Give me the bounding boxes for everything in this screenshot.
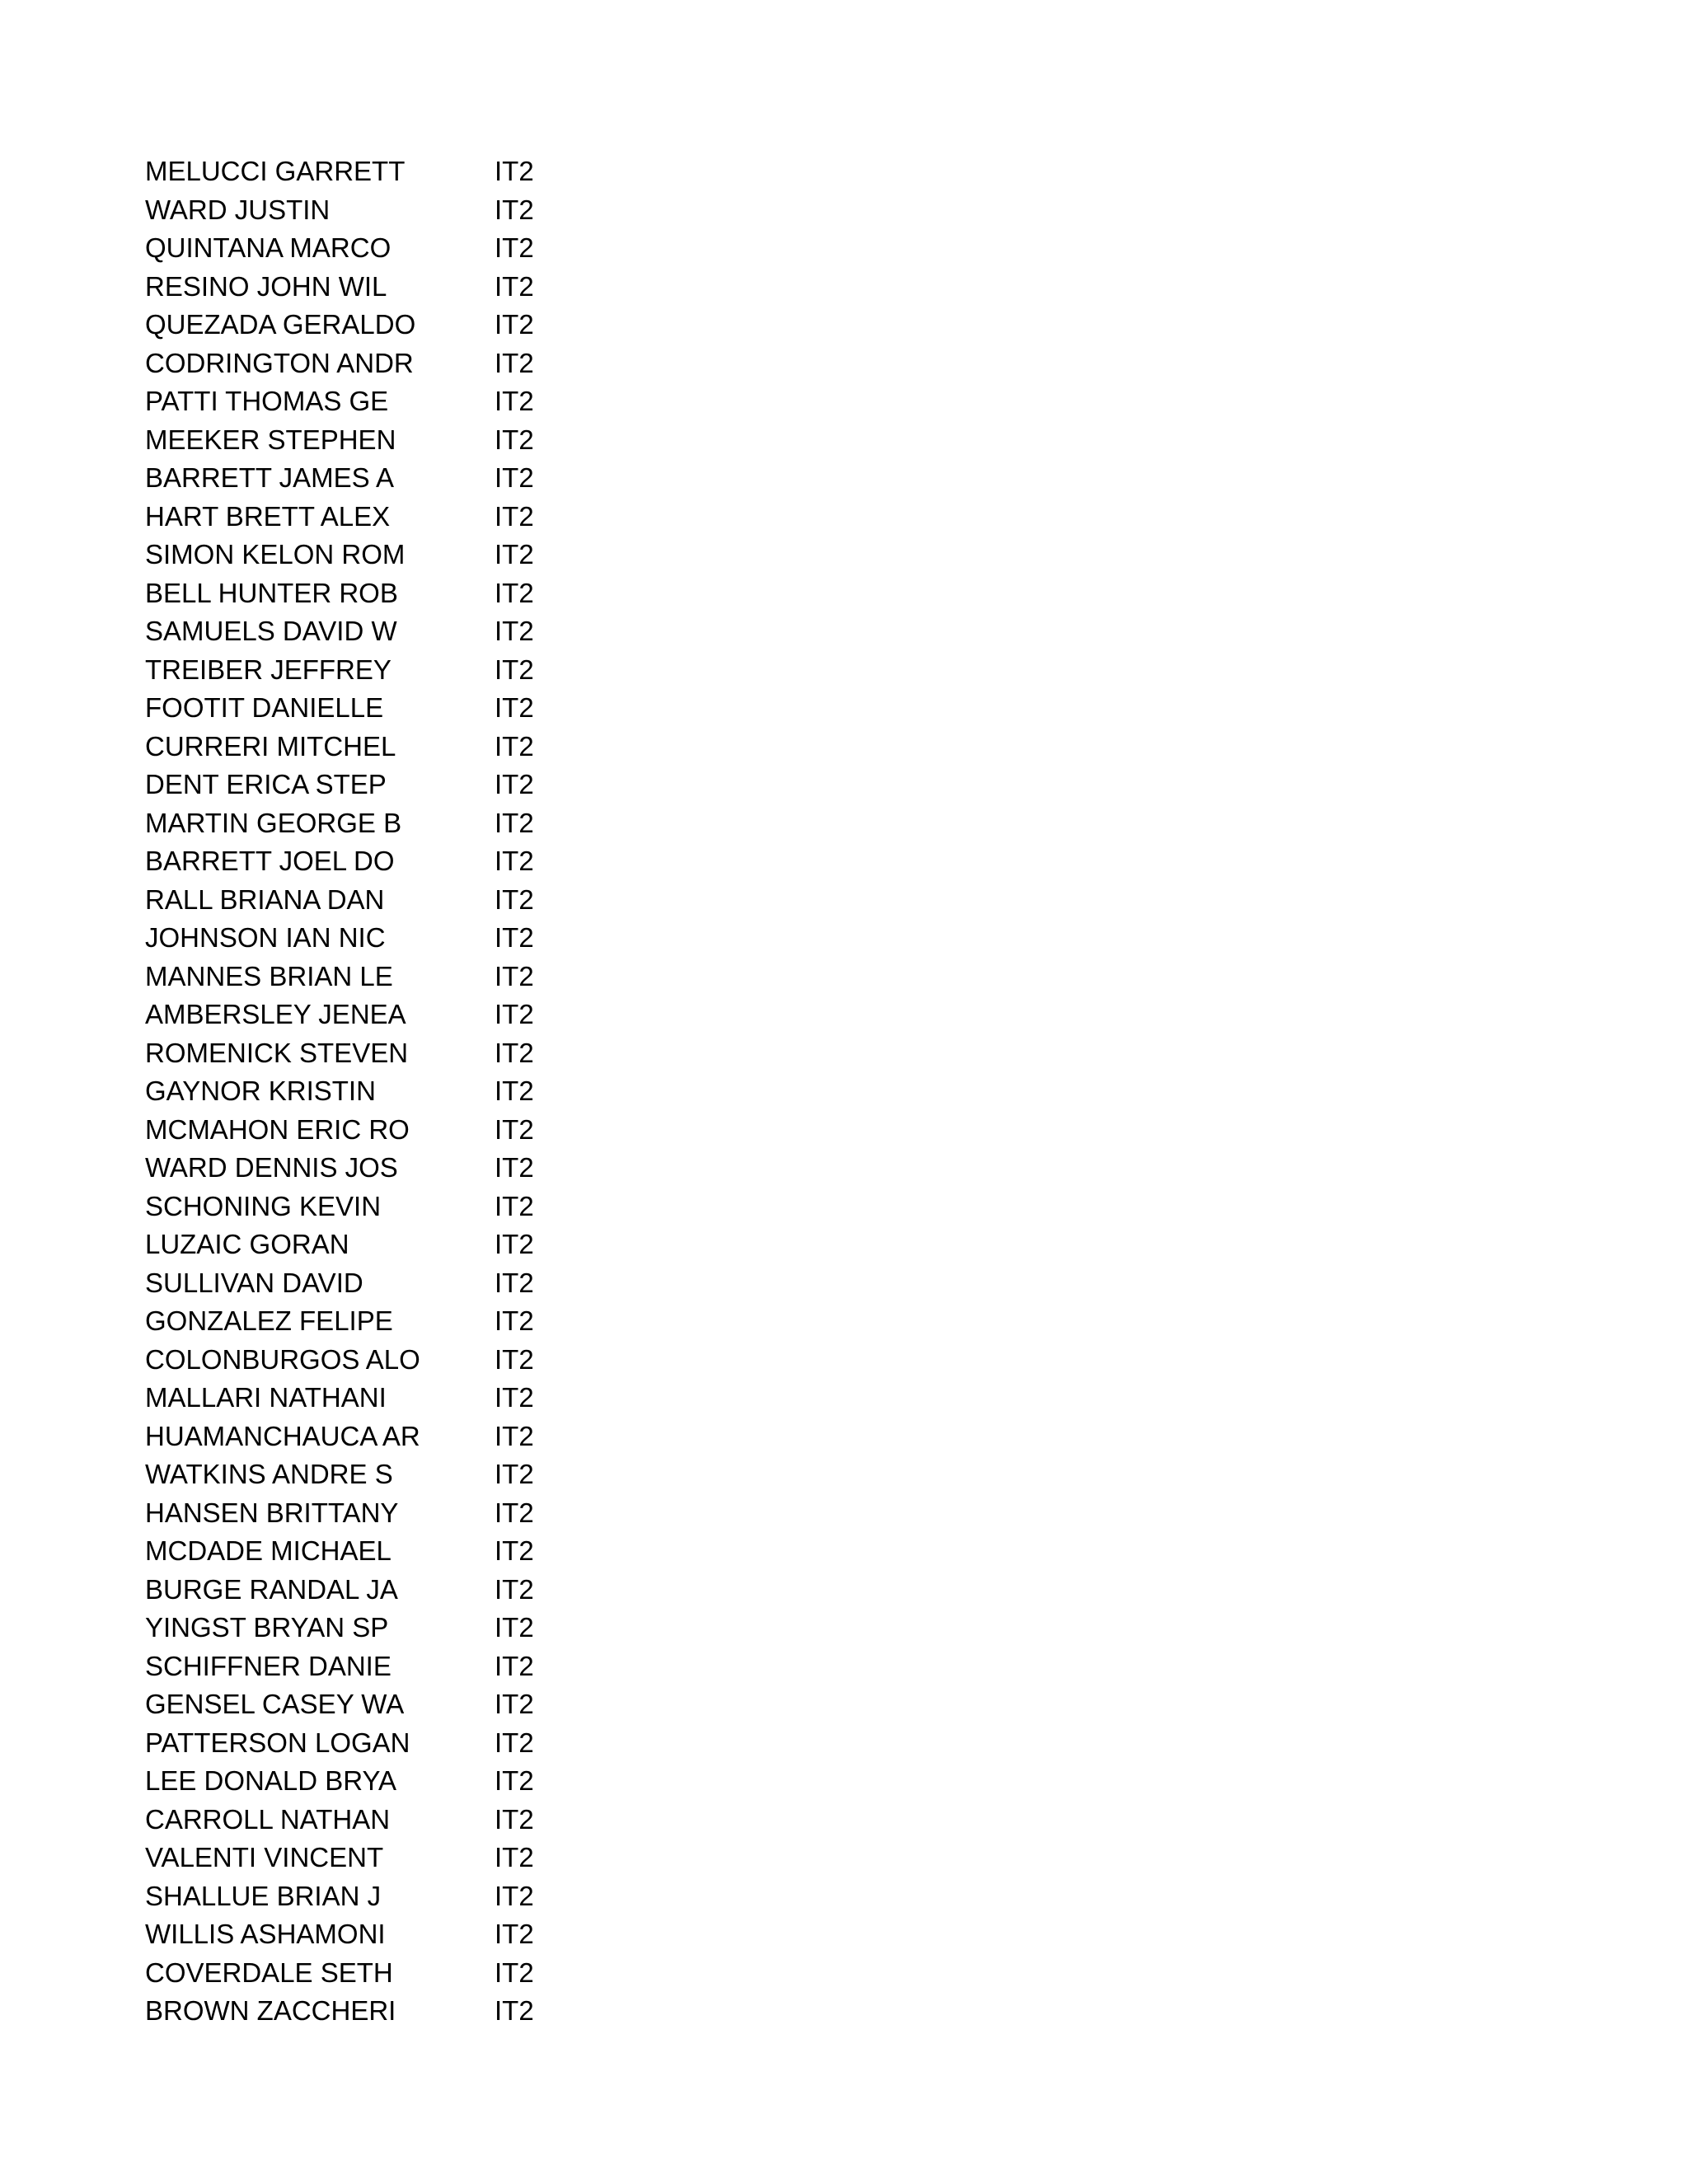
roster-row [145, 1034, 574, 1073]
rate-code: IT2 [495, 922, 534, 953]
rate-code: IT2 [495, 616, 534, 646]
roster-list [145, 152, 574, 2031]
rate-code: IT2 [495, 1573, 534, 1605]
rate-code: IT2 [495, 1880, 534, 1911]
roster-row [145, 1762, 574, 1801]
roster-row [145, 1111, 574, 1150]
roster-row [145, 612, 574, 651]
person-name: BELL HUNTER ROB [145, 577, 398, 608]
person-name: MALLARI NATHANI [145, 1382, 387, 1413]
person-name: RALL BRIANA DAN [145, 883, 385, 915]
person-name: MARTIN GEORGE B [145, 807, 402, 838]
roster-row [145, 1226, 574, 1264]
roster-row [145, 1954, 574, 1993]
person-name: TREIBER JEFFREY [145, 654, 392, 685]
rate-code: IT2 [495, 846, 534, 876]
roster-row [145, 1455, 574, 1494]
rate-code: IT2 [495, 539, 534, 569]
person-name: CURRERI MITCHEL [145, 730, 396, 762]
person-name: SCHONING KEVIN [145, 1190, 382, 1221]
roster-row [145, 1494, 574, 1533]
person-name: GAYNOR KRISTIN [145, 1076, 376, 1106]
roster-row [145, 1801, 574, 1840]
person-name: SCHIFFNER DANIE [145, 1650, 392, 1681]
roster-row [145, 1915, 574, 1954]
person-name: MCMAHON ERIC RO [145, 1113, 410, 1145]
roster-row [145, 996, 574, 1034]
roster-row [145, 1685, 574, 1724]
roster-row [145, 229, 574, 268]
person-name: COLONBURGOS ALO [145, 1343, 420, 1375]
person-name: WARD DENNIS JOS [145, 1152, 398, 1183]
roster-row [145, 382, 574, 421]
roster-row [145, 1379, 574, 1418]
roster-row [145, 1647, 574, 1686]
person-name: LEE DONALD BRYA [145, 1765, 397, 1796]
rate-code: IT2 [495, 156, 534, 186]
roster-row [145, 306, 574, 344]
rate-code: IT2 [495, 424, 534, 455]
roster-row [145, 842, 574, 881]
rate-code: IT2 [495, 1535, 534, 1566]
person-name: HUAMANCHAUCA AR [145, 1420, 420, 1451]
rate-code: IT2 [495, 654, 534, 685]
person-name: WARD JUSTIN [145, 194, 331, 225]
person-name: YINGST BRYAN SP [145, 1612, 389, 1643]
person-name: COVERDALE SETH [145, 1957, 393, 1988]
rate-code: IT2 [495, 232, 534, 263]
person-name: CARROLL NATHAN [145, 1803, 391, 1835]
rate-code: IT2 [495, 386, 534, 416]
roster-row [145, 1609, 574, 1647]
roster-row [145, 1072, 574, 1111]
person-name: WILLIS ASHAMONI [145, 1919, 386, 1949]
person-name: MELUCCI GARRETT [145, 156, 406, 186]
person-name: RESINO JOHN WIL [145, 270, 387, 302]
roster-row [145, 1724, 574, 1763]
rate-code: IT2 [495, 1842, 534, 1872]
roster-row [145, 191, 574, 230]
person-name: CODRINGTON ANDR [145, 347, 414, 378]
person-name: SIMON KELON ROM [145, 539, 406, 569]
person-name: MANNES BRIAN LE [145, 960, 393, 991]
roster-row [145, 1571, 574, 1610]
rate-code: IT2 [495, 1076, 534, 1106]
roster-row [145, 881, 574, 920]
rate-code: IT2 [495, 1190, 534, 1221]
person-name: MCDADE MICHAEL [145, 1535, 392, 1566]
rate-code: IT2 [495, 270, 534, 302]
person-name: QUINTANA MARCO [145, 232, 392, 263]
rate-code: IT2 [495, 462, 534, 493]
roster-row [145, 459, 574, 498]
rate-code: IT2 [495, 309, 534, 340]
person-name: BARRETT JOEL DO [145, 846, 395, 876]
rate-code: IT2 [495, 730, 534, 762]
person-name: LUZAIC GORAN [145, 1229, 349, 1259]
roster-row [145, 1149, 574, 1188]
roster-row [145, 651, 574, 690]
person-name: FOOTIT DANIELLE [145, 692, 384, 723]
roster-row [145, 498, 574, 537]
roster-row [145, 421, 574, 460]
person-name: GONZALEZ FELIPE [145, 1305, 393, 1336]
rate-code: IT2 [495, 1497, 534, 1528]
person-name: BURGE RANDAL JA [145, 1573, 398, 1605]
rate-code: IT2 [495, 1267, 534, 1298]
rate-code: IT2 [495, 1919, 534, 1949]
person-name: AMBERSLEY JENEA [145, 999, 406, 1029]
rate-code: IT2 [495, 769, 534, 799]
rate-code: IT2 [495, 883, 534, 915]
roster-row [145, 1532, 574, 1571]
roster-row [145, 919, 574, 958]
person-name: SHALLUE BRIAN J [145, 1880, 382, 1911]
roster-row [145, 1839, 574, 1877]
roster-row [145, 152, 574, 191]
rate-code: IT2 [495, 1152, 534, 1183]
rate-code: IT2 [495, 807, 534, 838]
rate-code: IT2 [495, 1765, 534, 1796]
rate-code: IT2 [495, 1727, 534, 1758]
person-name: GENSEL CASEY WA [145, 1689, 405, 1719]
roster-row [145, 728, 574, 766]
roster-row [145, 268, 574, 307]
roster-row [145, 1992, 574, 2031]
rate-code: IT2 [495, 1113, 534, 1145]
rate-code: IT2 [495, 692, 534, 723]
roster-row [145, 1264, 574, 1303]
rate-code: IT2 [495, 1803, 534, 1835]
rate-code: IT2 [495, 194, 534, 225]
rate-code: IT2 [495, 500, 534, 532]
roster-row [145, 958, 574, 996]
person-name: WATKINS ANDRE S [145, 1459, 393, 1489]
rate-code: IT2 [495, 1995, 534, 2026]
rate-code: IT2 [495, 1650, 534, 1681]
rate-code: IT2 [495, 347, 534, 378]
roster-row [145, 1418, 574, 1456]
rate-code: IT2 [495, 1420, 534, 1451]
roster-row [145, 1302, 574, 1341]
person-name: VALENTI VINCENT [145, 1842, 384, 1872]
person-name: PATTERSON LOGAN [145, 1727, 410, 1758]
roster-row [145, 574, 574, 613]
rate-code: IT2 [495, 1382, 534, 1413]
person-name: DENT ERICA STEP [145, 769, 387, 799]
roster-row [145, 344, 574, 383]
person-name: JOHNSON IAN NIC [145, 922, 386, 953]
person-name: ROMENICK STEVEN [145, 1037, 409, 1068]
rate-code: IT2 [495, 1305, 534, 1336]
roster-row [145, 1877, 574, 1916]
rate-code: IT2 [495, 1689, 534, 1719]
roster-row [145, 766, 574, 804]
person-name: HANSEN BRITTANY [145, 1497, 399, 1528]
roster-row [145, 689, 574, 728]
roster-row [145, 804, 574, 843]
person-name: BARRETT JAMES A [145, 462, 394, 493]
rate-code: IT2 [495, 577, 534, 608]
roster-row [145, 1341, 574, 1380]
person-name: SAMUELS DAVID W [145, 616, 397, 646]
roster-row [145, 536, 574, 574]
person-name: HART BRETT ALEX [145, 500, 391, 532]
rate-code: IT2 [495, 1459, 534, 1489]
rate-code: IT2 [495, 1037, 534, 1068]
rate-code: IT2 [495, 1612, 534, 1643]
rate-code: IT2 [495, 1957, 534, 1988]
rate-code: IT2 [495, 1229, 534, 1259]
person-name: BROWN ZACCHERI [145, 1995, 396, 2026]
person-name: MEEKER STEPHEN [145, 424, 396, 455]
rate-code: IT2 [495, 960, 534, 991]
person-name: SULLIVAN DAVID [145, 1267, 363, 1298]
rate-code: IT2 [495, 1343, 534, 1375]
person-name: PATTI THOMAS GE [145, 386, 389, 416]
rate-code: IT2 [495, 999, 534, 1029]
person-name: QUEZADA GERALDO [145, 309, 416, 340]
roster-row [145, 1188, 574, 1226]
